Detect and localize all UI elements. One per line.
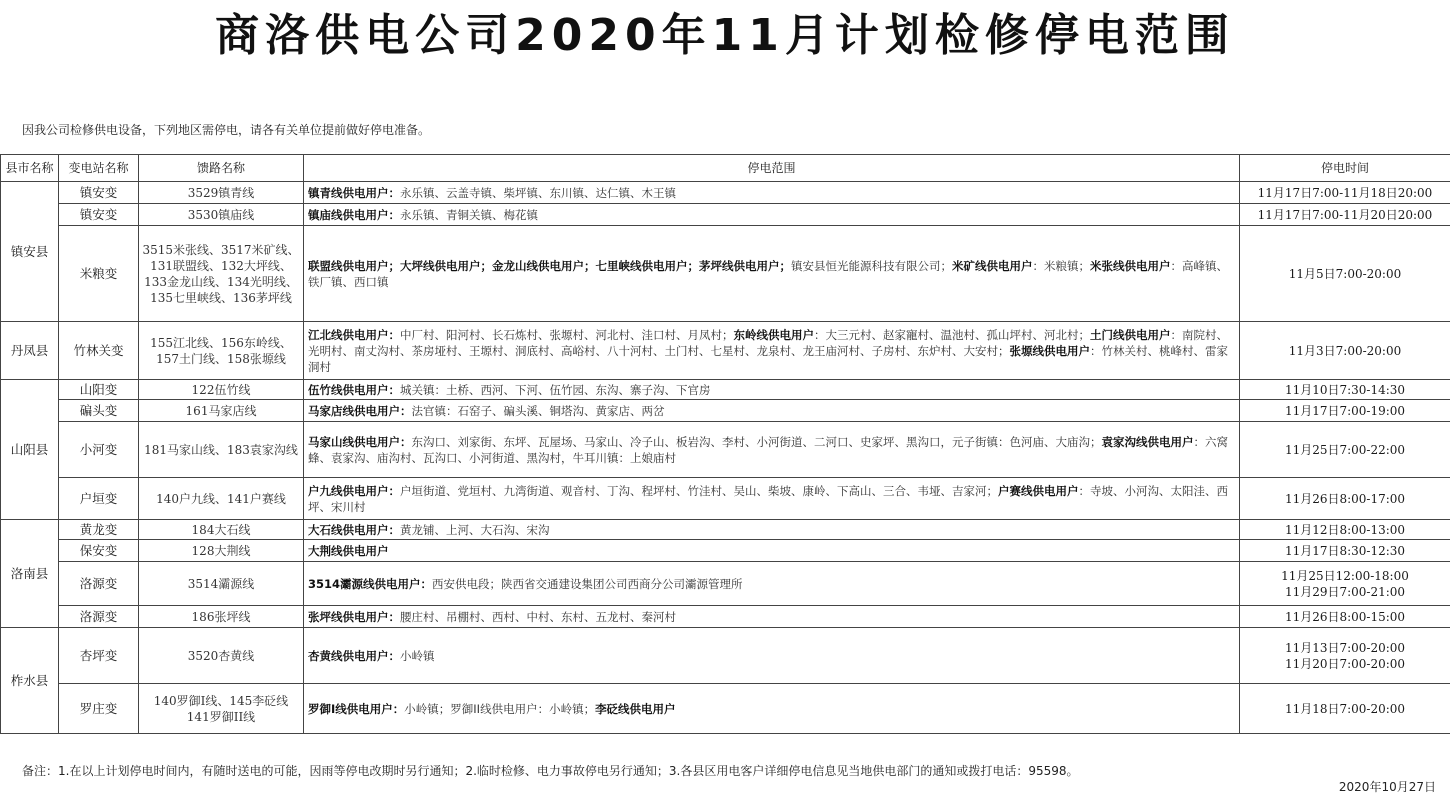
range-user-label: 杏黄线供电用户： (308, 649, 400, 663)
feeder-line: 133金龙山线、134光明线、 (142, 274, 300, 290)
range-cell (304, 204, 1240, 226)
feeder-cell (139, 540, 304, 562)
range-area-text: ：大三元村、赵家寵村、温池村、孤山坪村、河北村； (814, 328, 1090, 342)
table-body (1, 182, 1450, 734)
intro-text: 因我公司检修供电设备，下列地区需停电，请各有关单位提前做好停电准备。 (22, 121, 430, 138)
range-area-text: ：寺坡、小河沟、太阳洼、西坪、宋川村 (308, 484, 1228, 514)
time-line: 11月29日7:00-21:00 (1243, 584, 1447, 600)
time-line: 11月3日7:00-20:00 (1243, 343, 1447, 359)
range-cell (304, 520, 1240, 540)
time-line: 11月10日7:30-14:30 (1243, 382, 1447, 398)
time-cell (1240, 478, 1450, 520)
range-user-label: 镇青线供电用户： (308, 186, 400, 200)
range-area-text: 永乐镇、青铜关镇、梅花镇 (400, 208, 538, 222)
range-cell (304, 562, 1240, 606)
time-cell (1240, 520, 1450, 540)
range-cell (304, 684, 1240, 734)
range-area-text: 永乐镇、云盖寺镇、柴坪镇、东川镇、达仁镇、木王镇 (400, 186, 676, 200)
range-user-label: 联盟线供电用户；大坪线供电用户；金龙山线供电用户；七里峡线供电用户；茅坪线供电用户； (308, 259, 791, 273)
time-line: 11月20日7:00-20:00 (1243, 656, 1447, 672)
county-cell: 镇安县 (1, 182, 59, 322)
outage-table (0, 154, 1450, 734)
table-row (1, 540, 1450, 562)
county-cell: 柞水县 (1, 628, 59, 734)
station-cell: 户垣变 (59, 478, 139, 520)
station-cell: 洛源变 (59, 606, 139, 628)
range-area-text: ：南院村、光明村、南丈沟村、茶房垭村、王塬村、洞底村、高峪村、八十河村、土门村、七星村、龙泉村、龙王庙河村、子房村、东炉村、大安村； (308, 328, 1228, 358)
range-cell (304, 606, 1240, 628)
feeder-line: 131联盟线、132大坪线、 (142, 258, 300, 274)
station-cell: 碥头变 (59, 400, 139, 422)
time-cell (1240, 380, 1450, 400)
time-cell (1240, 204, 1450, 226)
range-user-label: 米矿线供电用户 (952, 259, 1033, 273)
station-cell: 黄龙变 (59, 520, 139, 540)
table-row (1, 182, 1450, 204)
time-cell (1240, 226, 1450, 322)
feeder-cell (139, 400, 304, 422)
feeder-line: 157土门线、158张塬线 (142, 351, 300, 367)
time-cell (1240, 540, 1450, 562)
feeder-line: 122伍竹线 (142, 382, 300, 398)
feeder-cell (139, 322, 304, 380)
feeder-line: 3530镇庙线 (142, 207, 300, 223)
table-row (1, 380, 1450, 400)
footnote: 备注：1.在以上计划停电时间内，有随时送电的可能，因雨等停电改期时另行通知；2.临时检修、电力事故停电另行通知；3.各县区用电客户详细停电信息见当地供电部门的通知或拨打电话：95598。 (22, 762, 1079, 779)
feeder-cell (139, 380, 304, 400)
time-cell (1240, 400, 1450, 422)
range-cell (304, 478, 1240, 520)
feeder-cell (139, 478, 304, 520)
time-line: 11月25日7:00-22:00 (1243, 442, 1447, 458)
feeder-cell (139, 562, 304, 606)
table-header-row (1, 155, 1450, 182)
header-county: 县市名称 (1, 155, 59, 182)
range-user-label: 袁家沟线供电用户 (1102, 435, 1194, 449)
table-row (1, 400, 1450, 422)
feeder-line: 155江北线、156东岭线、 (142, 335, 300, 351)
station-cell: 镇安变 (59, 182, 139, 204)
time-line: 11月12日8:00-13:00 (1243, 522, 1447, 538)
range-area-text: ：高峰镇、铁厂镇、西口镇 (308, 259, 1228, 289)
range-cell (304, 540, 1240, 562)
range-user-label: 张坪线供电用户： (308, 610, 400, 624)
table-row (1, 520, 1450, 540)
station-cell: 洛源变 (59, 562, 139, 606)
range-user-label: 土门线供电用户 (1090, 328, 1171, 342)
table-row (1, 628, 1450, 684)
range-area-text: 城关镇：土桥、西河、下河、伍竹园、东沟、寨子沟、下官房 (400, 383, 711, 397)
table-row (1, 226, 1450, 322)
range-user-label: 李砭线供电用户 (595, 702, 676, 716)
time-cell (1240, 562, 1450, 606)
header-feeder: 馈路名称 (139, 155, 304, 182)
range-user-label: 米张线供电用户 (1090, 259, 1171, 273)
table-row (1, 478, 1450, 520)
feeder-cell (139, 226, 304, 322)
range-area-text: ：米粮镇； (1033, 259, 1091, 273)
range-user-label: 东岭线供电用户 (734, 328, 815, 342)
time-cell (1240, 628, 1450, 684)
range-user-label: 罗御I线供电用户： (308, 702, 404, 716)
header-range: 停电范围 (304, 155, 1240, 182)
range-user-label: 马家店线供电用户： (308, 404, 412, 418)
time-line: 11月17日8:30-12:30 (1243, 543, 1447, 559)
feeder-line: 135七里峡线、136茅坪线 (142, 290, 300, 306)
range-area-text: 小岭镇 (400, 649, 435, 663)
range-cell (304, 422, 1240, 478)
table-row (1, 606, 1450, 628)
feeder-cell (139, 204, 304, 226)
range-area-text: 黄龙铺、上河、大石沟、宋沟 (400, 523, 550, 537)
time-cell (1240, 606, 1450, 628)
range-area-text: 腰庄村、吊棚村、西村、中村、东村、五龙村、秦河村 (400, 610, 676, 624)
range-cell (304, 226, 1240, 322)
station-cell: 镇安变 (59, 204, 139, 226)
table-row (1, 204, 1450, 226)
feeder-line: 161马家店线 (142, 403, 300, 419)
feeder-line: 3520杏黄线 (142, 648, 300, 664)
range-cell (304, 380, 1240, 400)
feeder-cell (139, 684, 304, 734)
table-row (1, 562, 1450, 606)
feeder-line: 3529镇青线 (142, 185, 300, 201)
feeder-cell (139, 520, 304, 540)
station-cell: 山阳变 (59, 380, 139, 400)
range-user-label: 大荆线供电用户 (308, 544, 389, 558)
station-cell: 罗庄变 (59, 684, 139, 734)
time-line: 11月26日8:00-17:00 (1243, 491, 1447, 507)
range-user-label: 户九线供电用户： (308, 484, 400, 498)
feeder-cell (139, 182, 304, 204)
range-cell (304, 628, 1240, 684)
range-area-text: 小岭镇；罗御II线供电用户：小岭镇； (404, 702, 595, 716)
feeder-line: 186张坪线 (142, 609, 300, 625)
county-cell: 丹凤县 (1, 322, 59, 380)
time-cell (1240, 322, 1450, 380)
feeder-line: 3515米张线、3517米矿线、 (142, 242, 300, 258)
time-cell (1240, 182, 1450, 204)
time-cell (1240, 422, 1450, 478)
time-cell (1240, 684, 1450, 734)
county-cell: 洛南县 (1, 520, 59, 628)
time-line: 11月25日12:00-18:00 (1243, 568, 1447, 584)
range-cell (304, 182, 1240, 204)
feeder-line: 181马家山线、183袁家沟线 (142, 442, 300, 458)
station-cell: 保安变 (59, 540, 139, 562)
range-user-label: 镇庙线供电用户： (308, 208, 400, 222)
range-user-label: 户赛线供电用户 (998, 484, 1079, 498)
range-cell (304, 322, 1240, 380)
range-user-label: 大石线供电用户： (308, 523, 400, 537)
time-line: 11月17日7:00-11月18日20:00 (1243, 185, 1447, 201)
feeder-cell (139, 628, 304, 684)
time-line: 11月26日8:00-15:00 (1243, 609, 1447, 625)
feeder-cell (139, 422, 304, 478)
county-cell: 山阳县 (1, 380, 59, 520)
range-area-text: 中厂村、阳河村、长石炼村、张塬村、河北村、洼口村、月凤村； (400, 328, 734, 342)
range-area-text: 镇安县恒光能源科技有限公司； (791, 259, 952, 273)
range-user-label: 马家山线供电用户： (308, 435, 412, 449)
issue-date: 2020年10月27日 (1339, 778, 1436, 795)
station-cell: 米粮变 (59, 226, 139, 322)
range-user-label: 张塬线供电用户 (1010, 344, 1091, 358)
table-row (1, 422, 1450, 478)
station-cell: 竹林关变 (59, 322, 139, 380)
range-user-label: 伍竹线供电用户： (308, 383, 400, 397)
feeder-line: 140户九线、141户赛线 (142, 491, 300, 507)
time-line: 11月13日7:00-20:00 (1243, 640, 1447, 656)
feeder-cell (139, 606, 304, 628)
range-user-label: 3514灞源线供电用户： (308, 577, 432, 591)
range-area-text: 户垣街道、党垣村、九湾街道、观音村、丁沟、程坪村、竹洼村、吴山、柴坡、康岭、下高山、三合、韦垭、吉家河； (400, 484, 998, 498)
station-cell: 小河变 (59, 422, 139, 478)
range-cell (304, 400, 1240, 422)
range-area-text: 东沟口、刘家街、东坪、瓦屋场、马家山、冷子山、板岩沟、李村、小河街道、二河口、史家坪、黑沟口，元子街镇：色河庙、大庙沟； (412, 435, 1102, 449)
header-station: 变电站名称 (59, 155, 139, 182)
time-line: 11月18日7:00-20:00 (1243, 701, 1447, 717)
range-area-text: 西安供电段；陕西省交通建设集团公司西商分公司灞源管理所 (432, 577, 743, 591)
feeder-line: 140罗御I线、145李砭线 (142, 693, 300, 709)
table-row (1, 684, 1450, 734)
feeder-line: 184大石线 (142, 522, 300, 538)
page-title: 商洛供电公司2020年11月计划检修停电范围 (0, 8, 1450, 64)
time-line: 11月17日7:00-11月20日20:00 (1243, 207, 1447, 223)
range-user-label: 江北线供电用户： (308, 328, 400, 342)
feeder-line: 3514灞源线 (142, 576, 300, 592)
table-row (1, 322, 1450, 380)
range-area-text: ：六窝蜂、袁家沟、庙沟村、瓦沟口、小河街道、黑沟村，牛耳川镇：上娘庙村 (308, 435, 1228, 465)
range-area-text: ：竹林关村、桃峰村、雷家洞村 (308, 344, 1228, 374)
station-cell: 杏坪变 (59, 628, 139, 684)
time-line: 11月17日7:00-19:00 (1243, 403, 1447, 419)
time-line: 11月5日7:00-20:00 (1243, 266, 1447, 282)
header-time: 停电时间 (1240, 155, 1450, 182)
range-area-text: 法官镇：石窑子、碥头溪、铜塔沟、黄家店、两岔 (412, 404, 665, 418)
feeder-line: 128大荆线 (142, 543, 300, 559)
feeder-line: 141罗御II线 (142, 709, 300, 725)
